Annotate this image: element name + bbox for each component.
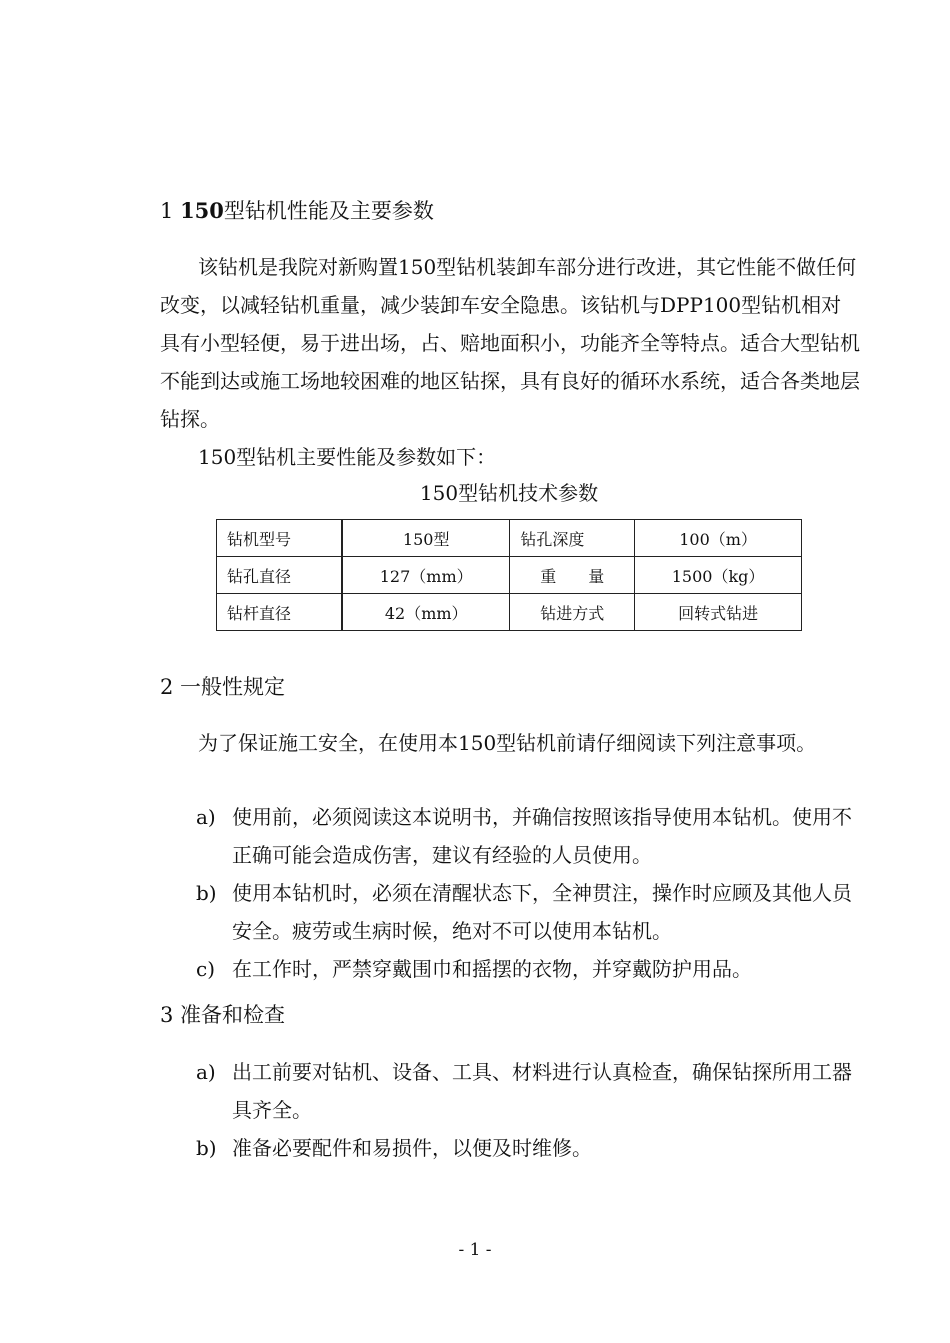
list-item-text: 使用前，必须阅读这本说明书，并确信按照该指导使用本钻机。使用不正确可能会造成伤害，建议有经验的人员使用。 bbox=[232, 805, 852, 867]
table-cell: 钻进方式 bbox=[510, 594, 635, 631]
section-1-title: 型钻机性能及主要参数 bbox=[223, 199, 434, 223]
section-2-intro: 为了保证施工安全，在使用本150型钻机前请仔细阅读下列注意事项。 bbox=[198, 731, 817, 755]
table-cell: 钻孔深度 bbox=[510, 520, 635, 557]
table-cell: 1500（kg） bbox=[635, 557, 802, 594]
table-cell: 钻机型号 bbox=[217, 520, 343, 557]
table-row bbox=[217, 557, 802, 594]
section-1-body bbox=[160, 248, 860, 476]
table-row bbox=[217, 594, 802, 631]
section-2-list bbox=[196, 798, 861, 988]
table-cell: 127（mm） bbox=[342, 557, 510, 594]
list-item bbox=[196, 798, 861, 874]
table-cell: 回转式钻进 bbox=[635, 594, 802, 631]
section-1-paragraph: 该钻机是我院对新购置150型钻机装卸车部分进行改进，其它性能不做任何改变，以减轻钻机重量，减少装卸车安全隐患。该钻机与DPP100型钻机相对具有小型轻便，易于进出场，占、赔地面积小，功能齐全等特点。适合大型钻机不能到达或施工场地较困难的地区钻探，具有良好的循环水系统，适合各类地层钻探。 bbox=[160, 255, 860, 431]
table-cell: 42（mm） bbox=[342, 594, 510, 631]
list-marker: b) bbox=[196, 1136, 217, 1160]
list-item-text: 在工作时，严禁穿戴围巾和摇摆的衣物，并穿戴防护用品。 bbox=[232, 957, 752, 981]
section-1-number: 1 bbox=[160, 199, 174, 223]
list-item bbox=[196, 950, 861, 988]
list-marker: c) bbox=[196, 957, 216, 981]
table-title: 150型钻机技术参数 bbox=[419, 481, 599, 505]
list-marker: a) bbox=[196, 805, 216, 829]
list-item-text: 使用本钻机时，必须在清醒状态下，全神贯注，操作时应顾及其他人员安全。疲劳或生病时候，绝对不可以使用本钻机。 bbox=[232, 881, 852, 943]
table-row bbox=[217, 520, 802, 557]
table-cell: 100（m） bbox=[635, 520, 802, 557]
section-1-model: 150 bbox=[180, 198, 224, 223]
list-item bbox=[196, 1053, 861, 1129]
list-item bbox=[196, 1129, 861, 1167]
table-cell: 钻杆直径 bbox=[217, 594, 343, 631]
section-2-intro-block bbox=[160, 724, 860, 762]
section-3-heading: 3 准备和检查 bbox=[160, 1003, 286, 1027]
list-item-text: 出工前要对钻机、设备、工具、材料进行认真检查，确保钻探所用工器具齐全。 bbox=[232, 1060, 852, 1122]
section-3-list bbox=[196, 1053, 861, 1167]
section-1-heading bbox=[160, 196, 434, 226]
section-1-parameters-intro: 150型钻机主要性能及参数如下： bbox=[198, 445, 497, 469]
list-marker: b) bbox=[196, 881, 217, 905]
table-cell: 150型 bbox=[342, 520, 510, 557]
list-item-text: 准备必要配件和易损件，以便及时维修。 bbox=[232, 1136, 592, 1160]
list-marker: a) bbox=[196, 1060, 216, 1084]
list-item bbox=[196, 874, 861, 950]
table-cell: 钻孔直径 bbox=[217, 557, 343, 594]
spec-table bbox=[216, 519, 802, 631]
section-2-heading: 2 一般性规定 bbox=[160, 675, 286, 699]
table-cell: 重 量 bbox=[510, 557, 635, 594]
page-number: - 1 - bbox=[458, 1240, 492, 1260]
